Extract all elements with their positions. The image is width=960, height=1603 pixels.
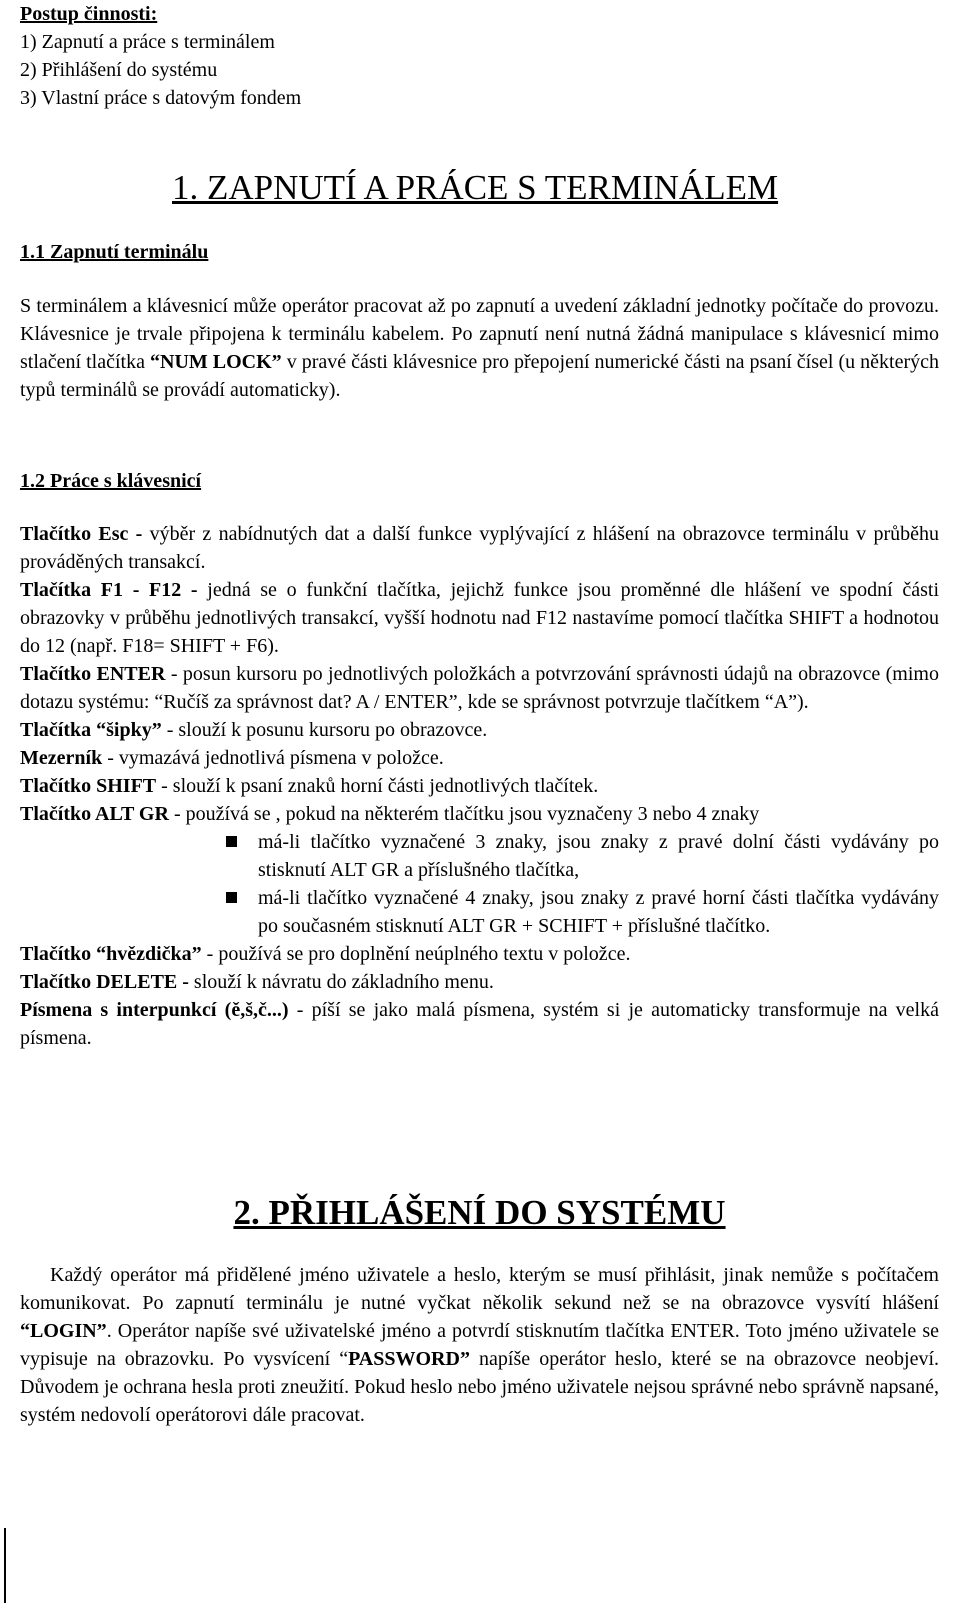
square-bullet-icon [226,836,237,847]
key-description: - používá se , pokud na některém tlačítku jsou vyznačeny 3 nebo 4 znaky [168,803,760,825]
key-name: Tlačítko “hvězdička” [20,943,202,965]
password-prompt-label: PASSWORD” [348,1348,470,1370]
procedure-item-2: 2) Přihlášení do systému [20,59,218,81]
key-name: Tlačítko DELETE - [20,971,189,993]
key-entry-asterisk [20,940,939,968]
key-name: Tlačítka “šipky” [20,719,162,741]
procedure-item-1: 1) Zapnutí a práce s terminálem [20,31,275,53]
square-bullet-icon [226,892,237,903]
bullet-text: má-li tlačítko vyznačené 3 znaky, jsou znaky z pravé dolní části vydávány po stisknutí ALT GR a příslušného tlačítka, [258,831,939,881]
paragraph-text: S terminálem a klávesnicí může operátor pracovat až po zapnutí a uvedení základní jednotky počítače do provozu. Klávesnice je trvale připojena k terminálu kabelem. Po zapnutí není nutná žádná manipulace s klávesnicí mimo stlačení tlačítka [20,295,939,373]
section-2-title: 2. PŘIHLÁŠENÍ DO SYSTÉMU [233,1193,726,1232]
key-description: - slouží k psaní znaků horní části jednotlivých tlačítek. [156,775,599,797]
paragraph-text: napíše operátor heslo, které se na obrazovce neobjeví. Důvodem je ochrana hesla proti zneužití. Pokud heslo nebo jméno uživatele nejsou správné nebo správně napsané, systém nedovolí operátorovi dále pracovat. [20,1348,940,1426]
key-entry-delete [20,968,939,996]
key-description: slouží k návratu do základního menu. [188,971,494,993]
subsection-1-2-title: 1.2 Práce s klávesnicí [20,470,202,492]
paragraph-text: Každý operátor má přidělené jméno uživatele a heslo, kterým se musí přihlásit, jinak nemůže s počítačem komunikovat. Po zapnutí terminálu je nutné vyčkat několik sekund než se na obrazovce vysvítí hlášení [20,1264,939,1314]
key-entry-esc [20,520,939,576]
altgr-bullet-item [20,884,939,940]
key-entry-space [20,744,939,772]
login-prompt-label: “LOGIN” [20,1320,107,1342]
paragraph-text: v pravé části klávesnice pro přepojení numerické části na psaní čísel (u některých typů terminálů se provádí automaticky). [20,351,939,401]
paragraph-text: . Operátor napíše své uživatelské jméno a potvrdí stisknutím tlačítka ENTER. Toto jméno uživatele se vypisuje na obrazovku. Po vysvícení “ [20,1320,939,1370]
procedure-heading: Postup činnosti: [20,3,158,25]
key-name: Písmena s interpunkcí (ě,š,č...) [20,999,289,1021]
key-entry-f-keys [20,576,939,660]
key-name: Mezerník [20,747,103,769]
section-2-paragraph [20,1261,939,1429]
key-description: - vymazává jednotlivá písmena v položce. [102,747,444,769]
key-name: Tlačítko Esc - [20,523,143,545]
key-entry-enter [20,660,939,716]
procedure-item-3: 3) Vlastní práce s datovým fondem [20,87,302,109]
key-name: Tlačítka F1 - F12 - [20,579,198,601]
subsection-1-1-title: 1.1 Zapnutí terminálu [20,241,209,263]
key-entry-arrows [20,716,939,744]
key-entry-shift [20,772,939,800]
procedure-list [20,0,301,112]
key-description: výběr z nabídnutých dat a další funkce vyplývající z hlášení na obrazovce terminálu v průběhu prováděných transakcí. [20,523,939,573]
key-description: - slouží k posunu kursoru po obrazovce. [161,719,488,741]
bullet-text: má-li tlačítko vyznačené 4 znaky, jsou znaky z pravé horní části tlačítka vydávány po současném stisknutí ALT GR + SCHIFT + příslušné tlačítko. [258,887,939,937]
key-descriptions [20,520,939,1052]
subsection-1-1-paragraph [20,292,939,404]
altgr-bullet-item [20,828,939,884]
key-description: jedná se o funkční tlačítka, jejichž funkce jsou proměnné dle hlášení ve spodní části obrazovky v průběhu jednotlivých transakcí, vyšší hodnotu nad F12 nastavíme pomocí tlačítka SHIFT a hodnotou do 12 (např. F18= SHIFT + F6). [20,579,939,657]
section-1-title: 1. ZAPNUTÍ A PRÁCE S TERMINÁLEM [172,168,779,207]
key-description: - používá se pro doplnění neúplného textu v položce. [201,943,631,965]
margin-line [4,1528,6,1603]
key-name: Tlačítko ALT GR [20,803,169,825]
key-entry-altgr [20,800,939,828]
key-name: Tlačítko SHIFT [20,775,157,797]
key-entry-diacritics [20,996,939,1052]
key-name: Tlačítko ENTER [20,663,166,685]
num-lock-key-label: “NUM LOCK” [150,351,282,373]
key-description: - píší se jako malá písmena, systém si je automaticky transformuje na velká písmena. [20,999,939,1049]
key-description: - posun kursoru po jednotlivých položkách a potvrzování správnosti údajů na obrazovce (mimo dotazu systému: “Ručíš za správnost dat? A / ENTER”, kde se správnost potvrzuje tlačítkem “A”). [20,663,939,713]
